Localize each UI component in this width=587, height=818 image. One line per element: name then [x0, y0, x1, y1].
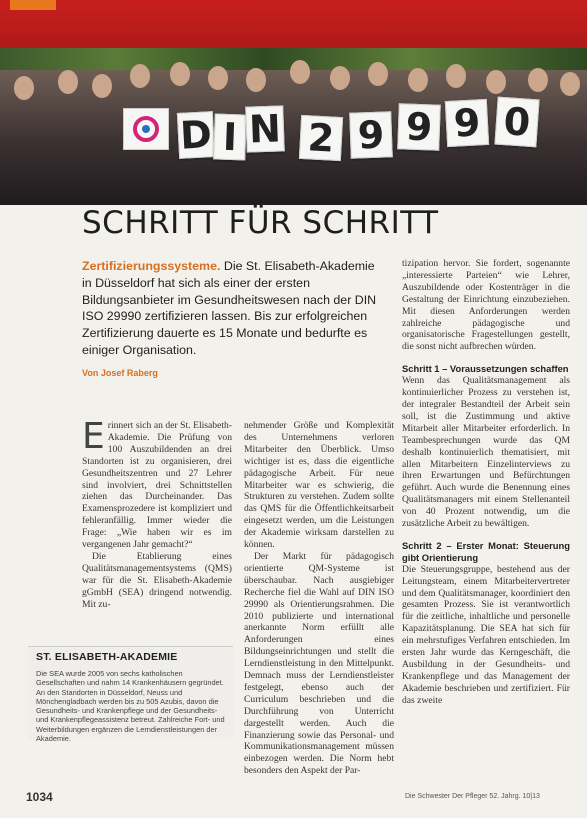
- dropcap: E: [82, 416, 105, 457]
- column-1-paragraph-2: Die Etablierung eines Qualitätsmanagementsystems (QMS) war für die St. Elisabeth-Akademie gGmbH (SEA) dringend notwendig. Mit zu-: [82, 550, 232, 610]
- info-box-text: Die SEA wurde 2005 von sechs katholischen Gesellschaften und nahm 14 Krankenhäusern gegründet. An den Standorten in Düsseldorf, Neuss und Mönchengladbach werden bis zu 505 Azubis, davon die Gesundheits- und Krankenpflege und der Gesundheits- und Krankenpflegeassistenz betreut. Zahlreiche Fort- und Weiterbildungen ergänzen die Lerndienstleistungen der Akademie.: [36, 669, 225, 744]
- sign-letter-i: I: [213, 113, 247, 160]
- info-box: [28, 646, 233, 744]
- article-title: SCHRITT FÜR SCHRITT: [82, 205, 439, 241]
- akademie-logo-sign: [123, 108, 169, 150]
- lead-keyword: Zertifizierungssysteme.: [82, 259, 221, 273]
- column-1-paragraph-1: rinnert sich an der St. Elisabeth-Akademie. Die Prüfung von 100 Auszubildenden an drei Standorten ist zu organisieren, drei Gesundheitszentren und 27 Lehrer sind involviert, drei Schnittstellen ziehen das Durcheinander. Das Examensprozedere ist kompliziert und fehleranfällig. Immer wieder die Frage: „Wie haben wir es im vergangenen Jahr gemacht?“: [82, 420, 232, 551]
- column-2: [244, 420, 394, 777]
- subheading-step-1: Schritt 1 – Voraussetzungen schaffen: [402, 363, 569, 375]
- footer-source: Die Schwester Der Pfleger 52. Jahrg. 10|13: [405, 793, 540, 800]
- column-1: [82, 416, 232, 611]
- subheading-step-2: Schritt 2 – Erster Monat: Steuerung gibt Orientierung: [402, 539, 570, 563]
- lead-text: Die St. Elisabeth-Akademie in Düsseldorf hat sich als einer der ersten Bildungsanbieter im Gesundheitswesen nach der DIN ISO 29990 zertifizieren lassen. Bis zur erfolgreichen Zertifizierung dauerte es 15 Monate und bedurfte es einiger Organisation.: [82, 259, 377, 357]
- crowd-heads: [0, 58, 587, 98]
- column-2-paragraph-1: nehmender Größe und Komplexität des Unternehmens verloren Mitarbeiter den Überblick. Umso wichtiger ist es, dass die eigentliche pädagogische Arbeit. Für neue Mitarbeiter war es schwierig, die Strukturen zu verstehen. Zudem sollte das QMS für die Öffentlichkeitsarbeit eingesetzt werden, um die Leistungen der Akademie wirksam darstellen zu können.: [244, 420, 394, 551]
- info-box-title: ST. ELISABETH-AKADEMIE: [36, 651, 178, 663]
- sign-digit-9b: 9: [397, 103, 441, 150]
- column-3: [402, 258, 570, 707]
- akademie-logo-icon: [133, 116, 159, 142]
- sign-digit-9a: 9: [349, 111, 393, 158]
- sign-digit-9c: 9: [445, 99, 489, 147]
- article-lead: [82, 258, 382, 359]
- sign-letter-d: D: [177, 111, 215, 159]
- column-3-paragraph-3: Die Steuerungsgruppe, bestehend aus der Leitungsteam, einem Mitarbeitervertreter und dem Qualitätsmanager, koordiniert den gesamten Prozess. Sie ist verantwortlich für die zeitliche, inhaltliche und personelle Kapazitätsplanung. Die SEA hat sich für ein mehrstufiges Verfahren entschieden. Im ersten Jahr wurde das Kerngeschäft, die Ausbildung in der Gesundheits- und Krankenpflege und das Management der Akademie beschrieben und zertifiziert. Für das zweite: [402, 563, 570, 706]
- sign-digit-2: 2: [299, 115, 343, 161]
- column-2-paragraph-2: Der Markt für pädagogisch orientierte QM-Systeme ist überschaubar. Nach ausgiebiger Recherche fiel die Wahl auf DIN ISO 29990 als Orientierungsrahmen. Die 2010 publizierte und international anerkannte Norm erfüllt alle Anforderungen eines Bildungseinrichtungen und stellt die Lerndienstleistung in den Mittelpunkt. Demnach muss der Lerndienstleister festgelegt, ebenso auch der Curriculum beschrieben und die Durchführung von Unterricht dargestellt werden. Auch die Finanzierung sowie das Personal- und Kommunikationsmanagement müssen einbezogen werden. Die Norm hebt besonders den Aspekt der Par-: [244, 550, 394, 777]
- sign-letter-n: N: [245, 105, 285, 152]
- orange-strip: [10, 0, 56, 10]
- group-photo: [0, 0, 587, 205]
- sign-digit-0: 0: [494, 97, 539, 148]
- author-byline: Von Josef Raberg: [82, 368, 158, 378]
- column-3-paragraph-2: Wenn das Qualitätsmanagement als kontinuierlicher Prozess zu verstehen ist, der integraler Bestandteil der Arbeit sein soll, ist die Zustimmung und aktive Mitarbeit aller Mitarbeiter erforderlich. In Teambesprechungen wurde das QM deshalb kontinuierlich thematisiert, mit allen Mitarbeitern Einzelinterviews zu ihren Erwartungen und Befürchtungen geführt. Auch wurde die Benennung eines Qualitätsmanagers mit einem Stellenanteil von 40 Prozent notwendig, um die zusätzliche Arbeit zu bewältigen.: [402, 375, 570, 530]
- page-number: 1034: [26, 790, 53, 804]
- column-3-paragraph-1: tizipation hervor. Sie fordert, sogenannte „interessierte Parteien“ wie Lehrer, Auszubildende oder Kostenträger in die Gestaltung der Einrichtung einzubeziehen. Mit diesen Anforderungen werden zahlreiche pädagogische und organisatorische Fragestellungen gestellt, die sonst nicht aufbrechen würden.: [402, 258, 570, 353]
